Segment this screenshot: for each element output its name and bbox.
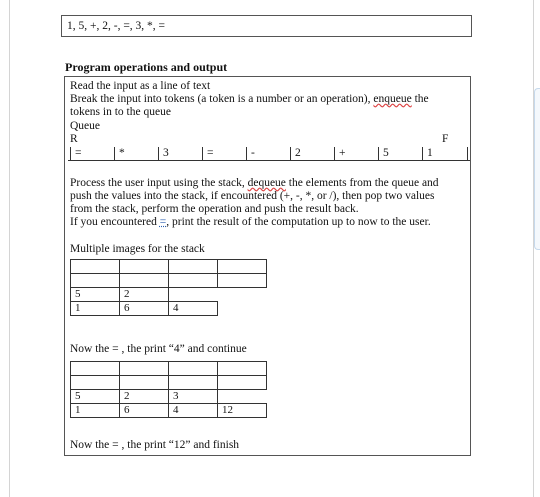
process-line-1: Process the user input using the stack, dequeue the elements from the queue and bbox=[70, 177, 439, 189]
page-edge bbox=[533, 0, 534, 497]
table-row bbox=[71, 260, 267, 274]
stack-cell bbox=[169, 376, 218, 390]
stack-cell bbox=[169, 274, 218, 288]
stack-cell: 2 bbox=[120, 288, 169, 302]
process-line-3: from the stack, perform the operation and push the result back. bbox=[70, 203, 359, 215]
stack-cell: 4 bbox=[169, 404, 218, 418]
operations-table-cell[interactable] bbox=[64, 76, 471, 456]
queue-diagram bbox=[68, 147, 470, 161]
queue-token: 1 bbox=[422, 147, 433, 160]
queue-token: = bbox=[70, 147, 82, 160]
stack-cell: 5 bbox=[71, 288, 120, 302]
queue-token: 5 bbox=[378, 147, 389, 160]
stack-cell: 6 bbox=[120, 302, 169, 316]
stack-cell bbox=[71, 260, 120, 274]
queue-label: Queue bbox=[70, 120, 101, 132]
table-row bbox=[71, 376, 267, 390]
stack-cell bbox=[218, 260, 267, 274]
table-row bbox=[71, 302, 267, 316]
table-row bbox=[71, 404, 267, 418]
result-note-1: Now the = , the print “4” and continue bbox=[70, 343, 247, 355]
stack-cell: 1 bbox=[71, 404, 120, 418]
table-row bbox=[71, 390, 267, 404]
stack-cell bbox=[120, 362, 169, 376]
stack-cell: 6 bbox=[120, 404, 169, 418]
step-tokenize: Break the input into tokens (a token is a number or an operation), enqueue the bbox=[70, 93, 429, 105]
stack-cell bbox=[71, 376, 120, 390]
queue-token: = bbox=[202, 147, 214, 160]
spell-flag[interactable]: enqueue bbox=[373, 93, 412, 105]
stack-cell: 4 bbox=[169, 302, 218, 316]
section-title: Program operations and output bbox=[65, 60, 228, 74]
stack-cell: 5 bbox=[71, 390, 120, 404]
stack-cell: 3 bbox=[169, 390, 218, 404]
table-row bbox=[71, 288, 267, 302]
stack-cell bbox=[218, 376, 267, 390]
stack-cell bbox=[120, 274, 169, 288]
queue-token: * bbox=[114, 147, 125, 160]
queue-rear-label: R bbox=[70, 133, 78, 145]
stack-cell bbox=[218, 288, 267, 302]
stack-cell bbox=[169, 260, 218, 274]
spell-flag[interactable]: dequeue bbox=[247, 177, 286, 189]
stack-cell bbox=[218, 302, 267, 316]
result-note-2: Now the = , the print “12” and finish bbox=[70, 439, 240, 451]
table-row bbox=[71, 274, 267, 288]
stack-cell bbox=[120, 376, 169, 390]
step-read-input: Read the input as a line of text bbox=[70, 80, 211, 92]
stack-image-2 bbox=[70, 361, 267, 418]
queue-end bbox=[467, 147, 468, 160]
step-tokenize-cont: tokens in to the queue bbox=[70, 106, 171, 118]
queue-token: 3 bbox=[158, 147, 169, 160]
stack-image-1 bbox=[70, 259, 267, 316]
process-line-2: push the values into the stack, if encountered (+, -, *, or /), then pop two values bbox=[70, 190, 435, 202]
stack-cell bbox=[120, 260, 169, 274]
table-row bbox=[71, 362, 267, 376]
stack-cell: 2 bbox=[120, 390, 169, 404]
stack-cell bbox=[218, 390, 267, 404]
input-example-box bbox=[61, 15, 472, 37]
process-line-4: If you encountered =, print the result of the computation up to now to the user. bbox=[70, 216, 431, 228]
stack-cell: 1 bbox=[71, 302, 120, 316]
stack-cell bbox=[169, 288, 218, 302]
stack-cell bbox=[218, 362, 267, 376]
queue-token: 2 bbox=[290, 147, 301, 160]
multiple-images-label: Multiple images for the stack bbox=[70, 243, 205, 255]
stack-cell bbox=[71, 362, 120, 376]
page-edge bbox=[9, 0, 10, 497]
stack-cell bbox=[169, 362, 218, 376]
stack-cell bbox=[218, 274, 267, 288]
stack-cell bbox=[71, 274, 120, 288]
queue-token: + bbox=[334, 147, 346, 160]
queue-token: - bbox=[246, 147, 255, 160]
side-panel-tab[interactable] bbox=[534, 88, 540, 250]
grammar-flag[interactable]: = bbox=[159, 216, 167, 228]
queue-front-label: F bbox=[442, 133, 449, 145]
stack-cell: 12 bbox=[218, 404, 267, 418]
input-line: 1, 5, +, 2, -, =, 3, *, = bbox=[67, 20, 166, 32]
